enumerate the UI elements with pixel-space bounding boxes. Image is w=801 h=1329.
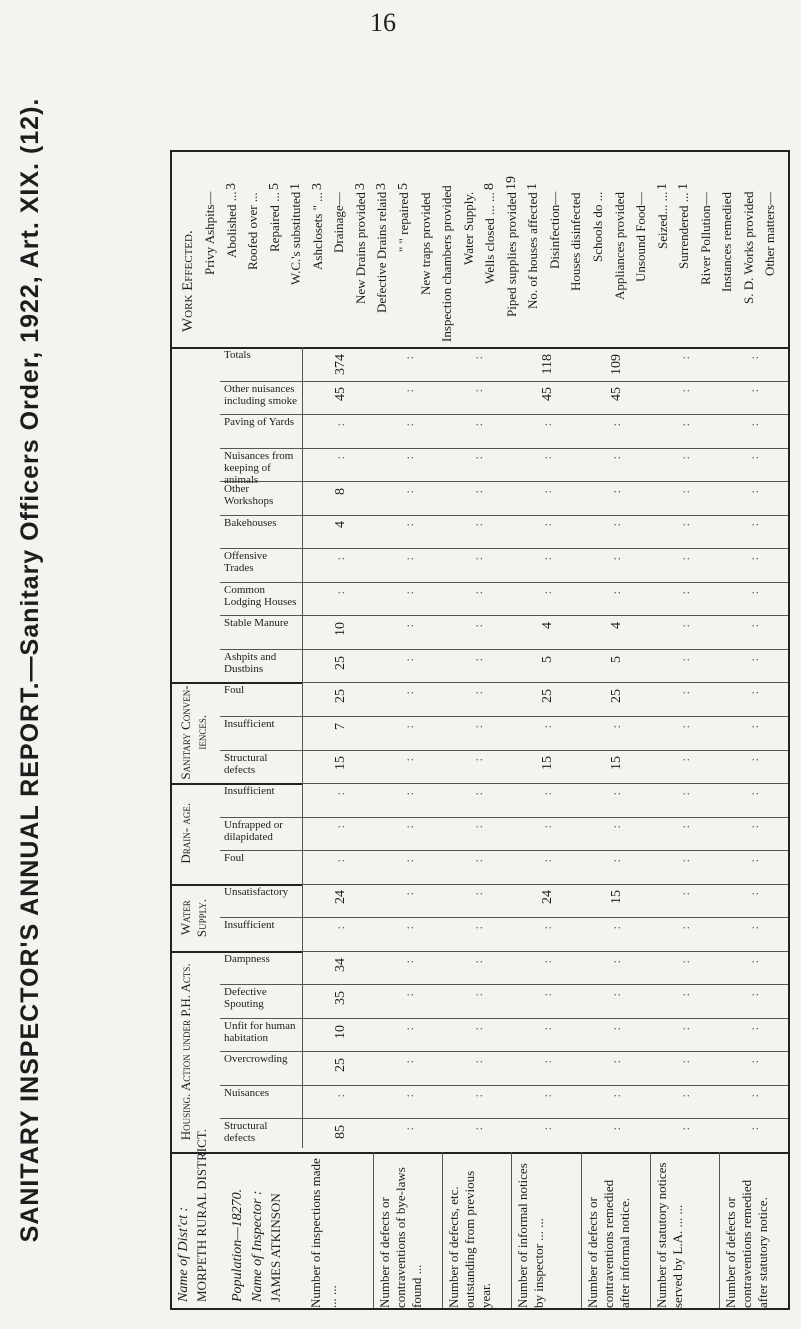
cell-empty: : (609, 823, 624, 829)
row-rule (442, 1152, 443, 1308)
cell-empty: : (747, 454, 762, 460)
cell-empty: : (540, 789, 554, 796)
cell-empty: : (747, 689, 762, 695)
district-label: Name of Dist'ct : (176, 1206, 191, 1302)
cell-empty: : (678, 521, 693, 527)
cell-value: 15 (609, 756, 625, 771)
column-label: Structural defects (224, 751, 268, 776)
cell-empty: : (401, 1125, 416, 1131)
cell-empty: : (470, 521, 485, 527)
cell-value: 109 (609, 353, 625, 375)
cell-empty: : (609, 454, 624, 460)
cell-value: 15 (332, 756, 348, 771)
cell-empty: : (747, 991, 762, 997)
cell-empty: : (470, 890, 485, 896)
cell-empty: : (609, 722, 624, 729)
cell-empty: : (470, 689, 485, 695)
inspector-name: JAMES ATKINSON (268, 1193, 283, 1302)
cell-value: 45 (609, 387, 625, 402)
cell-empty: : (470, 1024, 485, 1030)
work-item-label: Repaired ... (266, 192, 282, 252)
cell-empty: : (540, 957, 554, 963)
column-rule (220, 414, 788, 415)
work-effected-title: Work Effected. (180, 230, 196, 332)
cell-empty: : (401, 789, 416, 796)
cell-empty: : (747, 890, 762, 896)
report-table (170, 150, 790, 1310)
cell-empty: : (678, 789, 693, 796)
cell-empty: : (401, 588, 416, 594)
column-label: Other nuisances including smoke (224, 382, 298, 407)
cell-empty: : (747, 387, 762, 393)
cell-empty: : (747, 923, 762, 930)
cell-empty: : (401, 856, 416, 863)
column-label: Other Workshops (224, 483, 274, 508)
column-rule (220, 649, 788, 650)
cell-value: 45 (540, 387, 555, 402)
work-item-value: 5 (266, 183, 282, 190)
column-label: Dampness (224, 952, 270, 965)
cell-empty: : (540, 1091, 554, 1098)
cell-empty: : (747, 756, 762, 762)
column-label: Structural defects (224, 1120, 268, 1145)
cell-empty: : (540, 1058, 554, 1064)
column-label: Ashpits and Dustbins (224, 650, 277, 675)
cell-empty: : (332, 1091, 347, 1098)
cell-empty: : (609, 487, 624, 494)
column-rule (220, 515, 788, 516)
cell-value: 374 (332, 353, 348, 375)
cell-empty: : (678, 353, 693, 360)
running-title (10, 40, 50, 1300)
row-label: Number of defects, etc. outstanding from previous year. (446, 1170, 494, 1308)
column-label: Foul (224, 684, 245, 697)
cell-value: 25 (540, 689, 555, 704)
column-label: Offensive Trades (224, 550, 268, 575)
row-rule (719, 1152, 720, 1308)
cell-empty: : (332, 555, 347, 561)
cell-empty: : (609, 923, 624, 930)
work-item-label: New Drains provided (352, 192, 368, 304)
cell-empty: : (747, 655, 762, 661)
cell-empty: : (678, 487, 693, 494)
cell-value: 25 (332, 689, 348, 704)
cell-empty: : (401, 957, 416, 963)
cell-empty: : (401, 923, 416, 930)
work-item-label: Unsound Food— (633, 192, 649, 282)
inspector-label: Name of Inspector : (250, 1190, 265, 1302)
cell-empty: : (678, 823, 693, 829)
cell-empty: : (401, 1091, 416, 1098)
column-rule (220, 615, 788, 616)
column-label: Defective Spouting (224, 986, 267, 1011)
cell-empty: : (470, 789, 485, 796)
column-label: Totals (224, 349, 251, 361)
cell-empty: : (401, 823, 416, 829)
cell-empty: : (540, 454, 554, 460)
cell-empty: : (747, 622, 762, 628)
column-rule (220, 917, 788, 918)
row-rule (373, 1152, 374, 1308)
column-group-rule (172, 682, 302, 684)
cell-empty: : (470, 555, 485, 561)
cell-empty: : (401, 454, 416, 460)
work-item-label: W.C.'s substituted (288, 192, 304, 286)
column-label: Nuisances from keeping of animals (224, 449, 294, 486)
cell-value: 15 (540, 756, 555, 771)
cell-empty: : (401, 353, 416, 360)
work-item-label: Piped supplies provided (503, 192, 519, 317)
cell-empty: : (540, 1024, 554, 1030)
cell-empty: : (678, 923, 693, 930)
cell-empty: : (609, 957, 624, 963)
work-item-label: Appliances provided (611, 192, 627, 300)
row-label: Number of statutory notices served by L.A. ... ... (653, 1162, 685, 1308)
work-item-label: River Pollution— (697, 192, 713, 285)
work-item-value: 3 (223, 183, 239, 190)
cell-empty: : (747, 1091, 762, 1098)
cell-empty: : (678, 555, 693, 561)
cell-empty: : (678, 454, 693, 460)
cell-empty: : (540, 991, 554, 997)
cell-empty: : (470, 622, 485, 628)
cell-empty: : (540, 722, 554, 729)
cell-empty: : (401, 890, 416, 896)
cell-empty: : (609, 789, 624, 796)
cell-empty: : (540, 521, 554, 527)
row-label: Number of defects or contraventions remedied after informal notice. (584, 1179, 632, 1308)
column-label: Common Lodging Houses (224, 583, 297, 608)
column-label: Insufficient (224, 919, 275, 932)
cell-empty: : (678, 1091, 693, 1098)
work-item-label: " " repaired (396, 192, 411, 252)
column-label: Bakehouses (224, 516, 277, 529)
work-item-label: Privy Ashpits— (202, 192, 217, 276)
cell-empty: : (747, 353, 762, 360)
cell-empty: : (747, 856, 762, 863)
cell-empty: : (470, 387, 485, 393)
work-item-label: Schools do ... (590, 192, 605, 263)
cell-value: 4 (540, 622, 555, 630)
column-label: Unsatisfactory (224, 885, 289, 898)
cell-empty: : (470, 588, 485, 594)
column-rule (220, 481, 788, 482)
cell-empty: : (401, 655, 416, 661)
cell-empty: : (678, 655, 693, 661)
cell-empty: : (401, 722, 416, 729)
cell-empty: : (401, 487, 416, 494)
cell-empty: : (678, 756, 693, 762)
work-item-label: Instances remedied (719, 192, 735, 292)
cell-value: 118 (540, 353, 555, 375)
cell-empty: : (401, 756, 416, 762)
column-rule (220, 682, 788, 683)
cell-value: 34 (332, 957, 348, 972)
column-group-sanitary: Sanitary Conven- iences. (178, 685, 209, 780)
cell-empty: : (540, 823, 554, 829)
cell-empty: : (747, 1125, 762, 1131)
cell-value: 24 (332, 890, 348, 905)
cell-empty: : (678, 387, 693, 393)
row-label: Number of defects or contraventions of bye-laws found ... (377, 1167, 425, 1308)
cell-empty: : (470, 1058, 485, 1064)
row-label: Number of informal notices by inspector ... ... (515, 1163, 547, 1308)
cell-empty: : (678, 1058, 693, 1064)
work-item-value: 5 (396, 183, 411, 190)
cell-empty: : (678, 890, 693, 896)
cell-empty: : (678, 689, 693, 695)
cell-empty: : (470, 487, 485, 494)
cell-empty: : (401, 689, 416, 695)
cell-empty: : (470, 856, 485, 863)
column-rule (220, 1018, 788, 1019)
cell-empty: : (470, 655, 485, 661)
cell-empty: : (678, 588, 693, 594)
work-item-value: 1 (525, 183, 541, 190)
column-label: Stable Manure (224, 617, 289, 630)
cell-empty: : (678, 722, 693, 729)
cell-value: 25 (332, 1058, 348, 1073)
column-group-rule (172, 884, 302, 886)
column-group-rule (172, 783, 302, 785)
column-rule (220, 548, 788, 549)
column-rule (220, 783, 788, 784)
work-item-value: 1 (676, 183, 692, 190)
work-item-value: 3 (374, 183, 390, 190)
row-label: Number of inspections made ... ... (308, 1158, 339, 1308)
cell-empty: : (470, 957, 485, 963)
column-rule (220, 716, 788, 717)
column-label: Nuisances (224, 1086, 270, 1099)
cell-empty: : (747, 823, 762, 829)
work-item-label: Houses disinfected (568, 192, 584, 291)
cell-value: 4 (609, 622, 625, 630)
column-label: Foul (224, 852, 245, 865)
cell-empty: : (678, 622, 693, 628)
work-item-label: No. of houses affected (525, 192, 541, 309)
cell-value: 5 (609, 655, 625, 663)
cell-empty: : (470, 991, 485, 997)
cell-empty: : (470, 353, 485, 360)
cell-value: 8 (332, 487, 348, 495)
cell-empty: : (747, 1024, 762, 1030)
cell-empty: : (609, 588, 624, 594)
heading-rule (302, 347, 303, 1148)
cell-value: 24 (540, 890, 555, 905)
column-label: Overcrowding (224, 1053, 288, 1066)
column-rule (220, 1051, 788, 1052)
cell-empty: : (747, 521, 762, 527)
column-label: Paving of Yards (224, 416, 294, 429)
cell-empty: : (401, 420, 416, 427)
work-item-label: Drainage— (331, 192, 347, 253)
running-title-text: SANITARY INSPECTOR'S ANNUAL REPORT.—Sanitary Officers Order, 1922, Art. XIX. (12). (16, 97, 44, 1243)
cell-empty: : (609, 1091, 624, 1098)
cell-value: 25 (332, 655, 348, 670)
cell-empty: : (540, 1125, 554, 1131)
cell-empty: : (332, 588, 347, 594)
work-item-label: Other matters— (762, 192, 778, 277)
cell-empty: : (540, 588, 554, 594)
cell-value: 5 (540, 655, 555, 663)
column-group-drainage: Drain- age. (178, 802, 193, 864)
column-rule (220, 850, 788, 851)
cell-empty: : (747, 487, 762, 494)
work-item-label: Inspection chambers provided (439, 185, 455, 342)
cell-empty: : (332, 789, 347, 796)
cell-value: 10 (332, 1024, 348, 1039)
cell-empty: : (470, 722, 485, 729)
cell-empty: : (470, 420, 485, 427)
cell-empty: : (470, 1125, 485, 1131)
cell-empty: : (470, 1091, 485, 1098)
column-label: Unfit for human habitation (224, 1019, 296, 1044)
work-item-label: Seized... ... (654, 192, 670, 250)
cell-empty: : (747, 555, 762, 561)
cell-empty: : (401, 991, 416, 997)
cell-empty: : (401, 555, 416, 561)
cell-empty: : (747, 1058, 762, 1064)
cell-empty: : (609, 1024, 624, 1030)
cell-empty: : (332, 923, 347, 930)
column-rule (220, 750, 788, 751)
cell-empty: : (747, 588, 762, 594)
cell-empty: : (609, 856, 624, 863)
cell-value: 4 (332, 521, 348, 529)
cell-empty: : (401, 521, 416, 527)
cell-empty: : (401, 1058, 416, 1064)
cell-empty: : (678, 420, 693, 427)
cell-empty: : (609, 1058, 624, 1064)
cell-empty: : (540, 487, 554, 494)
cell-value: 10 (332, 622, 348, 637)
cell-empty: : (470, 454, 485, 460)
page-number: 16 (370, 8, 396, 37)
cell-value: 7 (332, 722, 348, 730)
cell-empty: : (609, 555, 624, 561)
cell-empty: : (609, 991, 624, 997)
cell-empty: : (609, 1125, 624, 1131)
cell-empty: : (332, 856, 347, 863)
work-item-label: New traps provided (417, 192, 433, 295)
column-rule (220, 582, 788, 583)
cell-empty: : (747, 722, 762, 729)
cell-empty: : (678, 1125, 693, 1131)
cell-empty: : (470, 756, 485, 762)
cell-empty: : (470, 823, 485, 829)
cell-value: 15 (609, 890, 625, 905)
column-rule (220, 884, 788, 885)
work-item-value: 3 (352, 183, 368, 190)
cell-empty: : (609, 521, 624, 527)
cell-empty: : (540, 923, 554, 930)
cell-value: 35 (332, 991, 348, 1006)
work-item-value: 8 (482, 183, 498, 190)
cell-empty: : (540, 555, 554, 561)
cell-empty: : (678, 957, 693, 963)
column-rule (220, 1118, 788, 1119)
population: Population—18270. (230, 1188, 245, 1302)
work-item-label: Ashclosets " ... (309, 192, 325, 270)
district-name: MORPETH RURAL DISTRICT. (194, 1129, 209, 1302)
cell-value: 25 (609, 689, 625, 704)
rule-rows (172, 1152, 788, 1154)
cell-empty: : (678, 856, 693, 863)
work-item-label: Abolished ... (223, 192, 239, 259)
cell-empty: : (401, 622, 416, 628)
work-item-label: Defective Drains relaid (374, 192, 390, 314)
cell-empty: : (747, 957, 762, 963)
work-item-label: Roofed over ... (245, 192, 261, 270)
cell-empty: : (747, 789, 762, 796)
work-item-value: 1 (654, 183, 670, 190)
work-item-label: Water Supply. (460, 192, 476, 266)
cell-empty: : (540, 420, 554, 427)
cell-value: 85 (332, 1125, 348, 1140)
work-item-label: Disinfection— (546, 192, 562, 270)
column-group-water: Water Supply. (178, 898, 209, 937)
work-item-value: 19 (503, 176, 519, 190)
column-rule (220, 817, 788, 818)
row-rule (511, 1152, 512, 1308)
work-item-value: 3 (309, 183, 325, 190)
cell-empty: : (678, 991, 693, 997)
cell-empty: : (401, 1024, 416, 1030)
row-label: Number of defects or contraventions remedied after statutory notice. (722, 1179, 770, 1308)
column-group-housing: Housing. Action under P.H. Acts. (178, 962, 193, 1140)
cell-empty: : (332, 420, 347, 427)
cell-empty: : (747, 420, 762, 427)
row-rule (581, 1152, 582, 1308)
cell-empty: : (332, 823, 347, 829)
cell-empty: : (401, 387, 416, 393)
cell-empty: : (540, 856, 554, 863)
work-item-label: Surrendered ... (676, 192, 692, 269)
work-item-value: 1 (288, 183, 304, 190)
work-item-label: Wells closed ... ... (482, 192, 498, 284)
work-item-label: S. D. Works provided (740, 192, 756, 305)
column-label: Insufficient (224, 717, 275, 730)
column-label: Insufficient (224, 785, 275, 798)
cell-empty: : (470, 923, 485, 930)
column-rule (220, 951, 788, 952)
column-rule (220, 381, 788, 382)
cell-empty: : (332, 454, 347, 460)
column-rule (220, 448, 788, 449)
row-rule (650, 1152, 651, 1308)
column-rule (220, 1085, 788, 1086)
cell-value: 45 (332, 387, 348, 402)
cell-empty: : (678, 1024, 693, 1030)
cell-empty: : (609, 420, 624, 427)
column-label: Unfrapped or dilapidated (224, 818, 283, 843)
column-rule (220, 984, 788, 985)
